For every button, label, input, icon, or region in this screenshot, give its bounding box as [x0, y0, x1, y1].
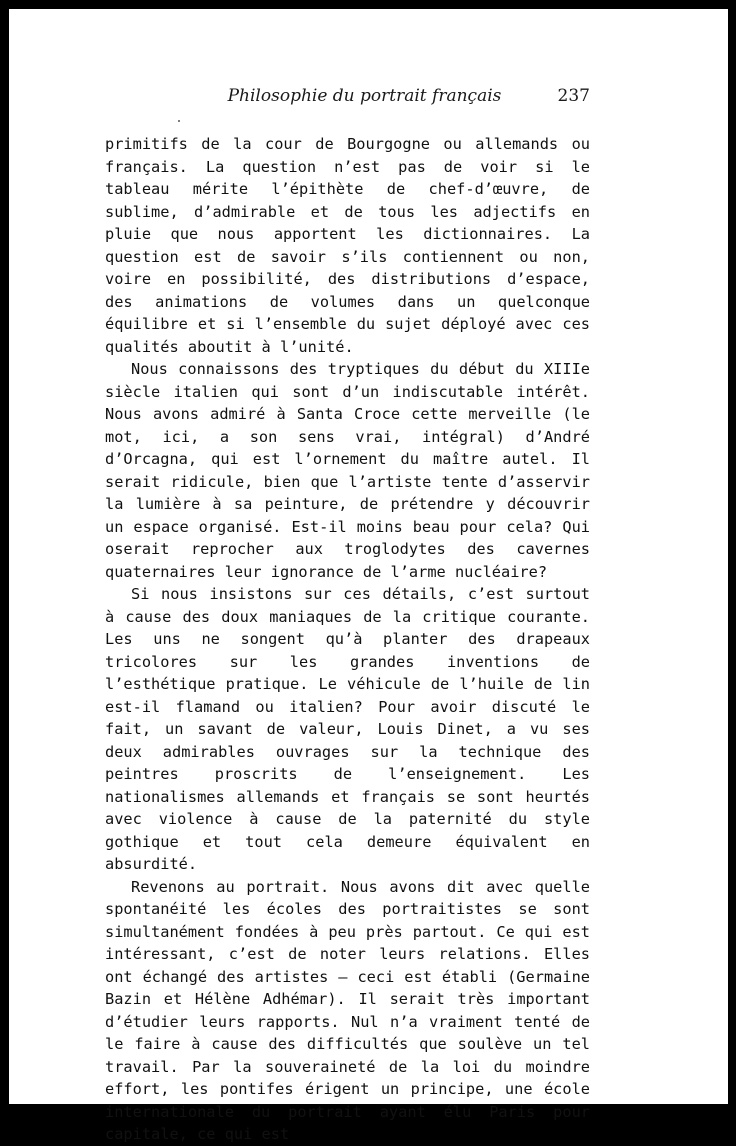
paragraph-nationalismes: Si nous insistons sur ces détails, c’est surtout à cause des doux maniaques de la critique courante. Les uns ne songent qu’à planter des drapeaux tricolores sur les grandes inventions de l’esthétique pratique. Le véhicule de l’huile de lin est-il flamand ou italien? Pour avoir discuté le fait, un savant de valeur, Louis Dinet, a vu ses deux admirables ouvrages sur la technique des peintres proscrits de l’enseignement. Les nationalismes allemands et français se sont heurtés avec violence à cause de la paternité du style gothique et tout cela demeure équivalent en absurdité. [105, 585, 590, 873]
book-page [9, 9, 728, 1143]
paragraph-revenons-au-portrait: Revenons au portrait. Nous avons dit avec quelle spontanéité les écoles des portraitistes se sont simultanément fondées à peu près partout. Ce qui est intéressant, c’est de noter leurs relations. Elles ont échangé des artistes — ceci est établi (Germaine Bazin et Hélène Adhémar). Il serait très important d’étudier leurs rapports. Nul n’a vraiment tenté de le faire à cause des difficultés que soulève un tel travail. Par la souveraineté de la loi du moindre effort, les pontifes érigent un principe, une école internationale du portrait ayant élu Paris pour capitale, ce qui est [105, 877, 590, 1143]
print-speck [178, 120, 180, 122]
page-number: 237 [557, 86, 590, 106]
body-text [105, 133, 590, 1146]
running-head-title: Philosophie du portrait français [227, 86, 502, 106]
paragraph-tryptiques: Nous connaissons des tryptiques du début du XIIIe siècle italien qui sont d’un indiscutable intérêt. Nous avons admiré à Santa Croce cette merveille (le mot, ici, a son sens vrai, intégral) d’André d’Orcagna, qui est l’ornement du maître autel. Il serait ridicule, bien que l’artiste tente d’asservir la lumière à sa peinture, de prétendre y découvrir un espace organisé. Est-il moins beau pour cela? Qui oserait reprocher aux troglodytes des cavernes quaternaires leur ignorance de l’arme nucléaire? [105, 360, 590, 581]
running-head [105, 86, 590, 112]
paragraph-continuation: primitifs de la cour de Bourgogne ou allemands ou français. La question n’est pas de voir si le tableau mérite l’épithète de chef-d’œuvre, de sublime, d’admirable et de tous les adjectifs en pluie que nous apportent les dictionnaires. La question est de savoir s’ils contiennent ou non, voire en possibilité, des distributions d’espace, des animations de volumes dans un quelconque équilibre et si l’ensemble du sujet déployé avec ces qualités aboutit à l’unité. [105, 135, 590, 356]
